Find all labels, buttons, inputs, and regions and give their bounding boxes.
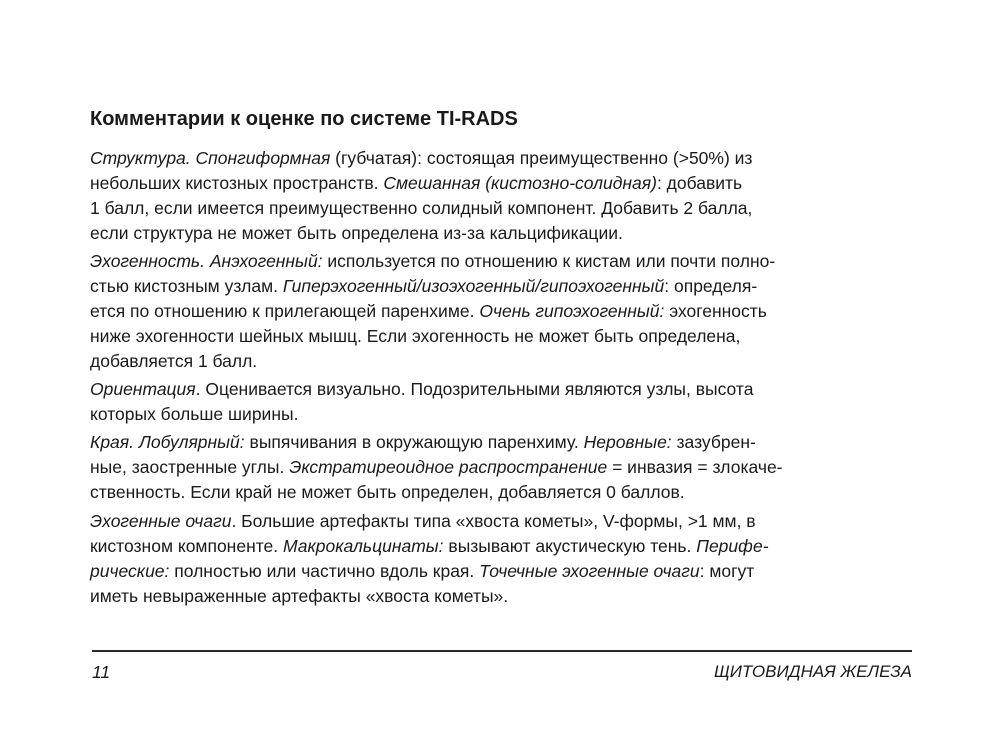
- footer-divider: [92, 650, 912, 652]
- italic-term: Гиперэхогенный/изоэхогенный/гипоэхогенный: [282, 276, 665, 296]
- paragraph-structure: [90, 146, 920, 246]
- paragraph-echogenic-foci: [90, 509, 920, 609]
- text-line: [90, 249, 920, 274]
- text-run: стью кистозным узлам.: [90, 276, 283, 296]
- text-run: кистозном компоненте.: [90, 536, 284, 556]
- text-run: добавляется 1 балл.: [90, 351, 258, 371]
- text-line: [90, 299, 920, 324]
- text-line: [90, 377, 920, 402]
- paragraph-orientation: [90, 377, 920, 427]
- italic-term: Перифе-: [696, 536, 769, 556]
- text-run: . Оценивается визуально. Подозрительными являются узлы, высота: [195, 379, 754, 399]
- italic-term: Точечные эхогенные очаги: [479, 561, 700, 581]
- text-line: [90, 480, 920, 505]
- page-number: 11: [92, 662, 111, 682]
- text-run: 1 балл, если имеется преимущественно солидный компонент. Добавить 2 балла,: [90, 198, 753, 218]
- section-heading: Комментарии к оценке по системе TI-RADS: [90, 108, 518, 130]
- text-line: [90, 349, 920, 374]
- text-run: . Большие артефакты типа «хвоста кометы», V-формы, >1 мм, в: [231, 511, 756, 531]
- text-run: которых больше ширины.: [90, 404, 299, 424]
- text-line: [90, 196, 920, 221]
- italic-term: Очень гипоэхогенный:: [479, 301, 665, 321]
- italic-term: Эхогенность. Анэхогенный:: [90, 251, 323, 271]
- text-line: [90, 430, 920, 455]
- text-run: ется по отношению к прилегающей паренхиме.: [90, 301, 480, 321]
- text-line: [90, 146, 920, 171]
- text-line: [90, 402, 920, 427]
- italic-term: Структура. Спонгиформная: [90, 148, 331, 168]
- italic-term: Неровные:: [583, 432, 672, 452]
- text-run: ниже эхогенности шейных мышц. Если эхогенность не может быть определена,: [90, 326, 741, 346]
- paragraph-echogenicity: [90, 249, 920, 374]
- text-run: используется по отношению к кистам или почти полно-: [322, 251, 776, 271]
- text-run: вызывают акустическую тень.: [443, 536, 697, 556]
- text-line: [90, 171, 920, 196]
- italic-term: рические:: [90, 561, 170, 581]
- text-run: ные, заостренные углы.: [90, 457, 290, 477]
- text-run: выпячивания в окружающую паренхиму.: [244, 432, 584, 452]
- text-line: [90, 274, 920, 299]
- text-line: [90, 534, 920, 559]
- text-line: [90, 584, 920, 609]
- text-line: [90, 455, 920, 480]
- text-run: ственность. Если край не может быть определен, добавляется 0 баллов.: [90, 482, 685, 502]
- text-line: [90, 559, 920, 584]
- italic-term: Эхогенные очаги: [90, 511, 232, 531]
- italic-term: Экстратиреоидное распространение: [289, 457, 608, 477]
- italic-term: Ориентация: [90, 379, 196, 399]
- text-run: если структура не может быть определена из-за кальцификации.: [90, 223, 623, 243]
- text-run: : определя-: [664, 276, 758, 296]
- text-line: [90, 509, 920, 534]
- text-run: иметь невыраженные артефакты «хвоста кометы».: [90, 586, 509, 606]
- text-run: = инвазия = злокаче-: [607, 457, 783, 477]
- text-line: [90, 324, 920, 349]
- text-run: : могут: [699, 561, 755, 581]
- italic-term: Смешанная (кистозно-солидная): [383, 173, 657, 193]
- text-line: [90, 221, 920, 246]
- text-run: эхогенность: [664, 301, 767, 321]
- italic-term: Края. Лобулярный:: [90, 432, 245, 452]
- text-run: (губчатая): состоящая преимущественно (>50%) из: [330, 148, 753, 168]
- text-run: зазубрен-: [671, 432, 756, 452]
- text-run: полностью или частично вдоль края.: [169, 561, 480, 581]
- text-run: : добавить: [656, 173, 743, 193]
- paragraph-margins: [90, 430, 920, 505]
- running-title: ЩИТОВИДНАЯ ЖЕЛЕЗА: [714, 662, 912, 681]
- text-run: небольших кистозных пространств.: [90, 173, 384, 193]
- italic-term: Макрокальцинаты:: [283, 536, 444, 556]
